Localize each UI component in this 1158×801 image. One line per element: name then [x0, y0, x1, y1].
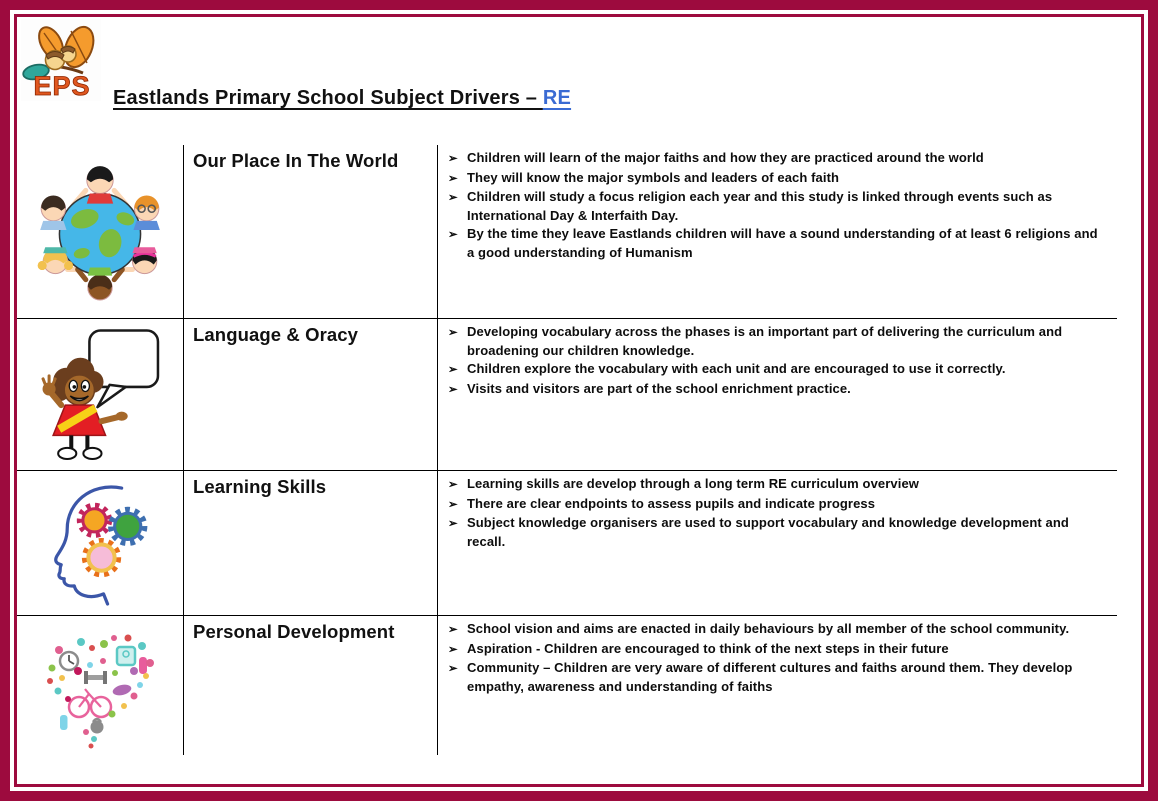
row-icon-cell — [17, 319, 183, 470]
row-icon-cell — [17, 471, 183, 615]
arrow-bullet-icon: ➢ — [448, 663, 458, 676]
bullet-text: There are clear endpoints to assess pupils and indicate progress — [467, 495, 876, 511]
arrow-bullet-icon: ➢ — [448, 383, 458, 396]
driver-title: Language & Oracy — [183, 319, 437, 470]
arrow-bullet-icon: ➢ — [448, 624, 458, 636]
bullet-text: Children will learn of the major faiths and how they are practiced around the world — [467, 150, 984, 165]
bullet-item — [445, 475, 1105, 495]
bullet-item — [445, 380, 1105, 400]
row-icon-cell — [17, 145, 183, 318]
bullet-text: They will know the major symbols and leaders of each faith — [467, 169, 840, 185]
svg-text:EPS: EPS — [33, 71, 91, 101]
bullet-item — [445, 620, 1105, 640]
driver-title: Learning Skills — [183, 471, 437, 615]
child-with-speech-bubble-icon — [37, 328, 163, 462]
table-row — [17, 145, 1117, 318]
school-logo — [21, 19, 101, 101]
driver-bullets — [437, 145, 1117, 318]
bullet-item — [445, 169, 1105, 189]
arrow-bullet-icon: ➢ — [448, 643, 458, 656]
page-title — [113, 87, 571, 110]
bullet-item — [445, 149, 1105, 169]
bullet-item — [445, 323, 1105, 360]
bullet-text: Children explore the vocabulary with each unit and are encouraged to use it correctly. — [467, 361, 1006, 377]
bullet-text: Learning skills are develop through a long term RE curriculum overview — [467, 476, 920, 491]
driver-bullets — [437, 616, 1117, 755]
bullet-text: By the time they leave Eastlands children will have a sound understanding of at least 6 religions and a good understanding of Humanism — [467, 226, 1098, 260]
arrow-bullet-icon: ➢ — [448, 498, 458, 511]
arrow-bullet-icon: ➢ — [448, 229, 458, 242]
arrow-bullet-icon: ➢ — [448, 518, 458, 531]
bullet-text: School vision and aims are enacted in daily behaviours by all member of the school community. — [467, 621, 1070, 636]
eps-acorn-logo-icon — [21, 19, 101, 101]
subject-link[interactable]: RE — [542, 87, 572, 109]
arrow-bullet-icon: ➢ — [448, 364, 458, 377]
bullet-text: Developing vocabulary across the phases is an important part of delivering the curriculum and broadening our children knowledge. — [467, 324, 1063, 358]
arrow-bullet-icon: ➢ — [448, 153, 458, 165]
page-content — [17, 17, 1141, 784]
children-around-globe-icon — [29, 160, 171, 304]
bullet-text: Visits and visitors are part of the school enrichment practice. — [467, 380, 851, 396]
driver-bullets — [437, 319, 1117, 470]
health-icons-heart-icon — [33, 621, 167, 751]
bullet-item — [445, 514, 1105, 551]
bullet-item — [445, 225, 1105, 262]
arrow-bullet-icon: ➢ — [448, 327, 458, 339]
table-row — [17, 615, 1117, 755]
arrow-bullet-icon: ➢ — [448, 192, 458, 205]
bullet-item — [445, 659, 1105, 696]
page-title-text: Eastlands Primary School Subject Drivers – — [113, 87, 543, 109]
head-with-gears-icon — [37, 480, 163, 606]
arrow-bullet-icon: ➢ — [448, 172, 458, 185]
driver-title: Our Place In The World — [183, 145, 437, 318]
arrow-bullet-icon: ➢ — [448, 479, 458, 491]
bullet-item — [445, 640, 1105, 660]
bullet-text: Children will study a focus religion each year and this study is linked through events such as International Day & Interfaith Day. — [467, 189, 1053, 223]
table-row — [17, 470, 1117, 615]
bullet-text: Community – Children are very aware of different cultures and faiths around them. They develop empathy, awareness and understanding of faiths — [467, 660, 1073, 694]
bullet-item — [445, 360, 1105, 380]
bullet-item — [445, 188, 1105, 225]
bullet-item — [445, 495, 1105, 515]
table-row — [17, 318, 1117, 470]
driver-bullets — [437, 471, 1117, 615]
bullet-text: Subject knowledge organisers are used to support vocabulary and knowledge development and recall. — [467, 515, 1069, 549]
bullet-text: Aspiration - Children are encouraged to think of the next steps in their future — [467, 640, 949, 656]
row-icon-cell — [17, 616, 183, 755]
driver-title: Personal Development — [183, 616, 437, 755]
subject-drivers-table — [17, 145, 1117, 755]
